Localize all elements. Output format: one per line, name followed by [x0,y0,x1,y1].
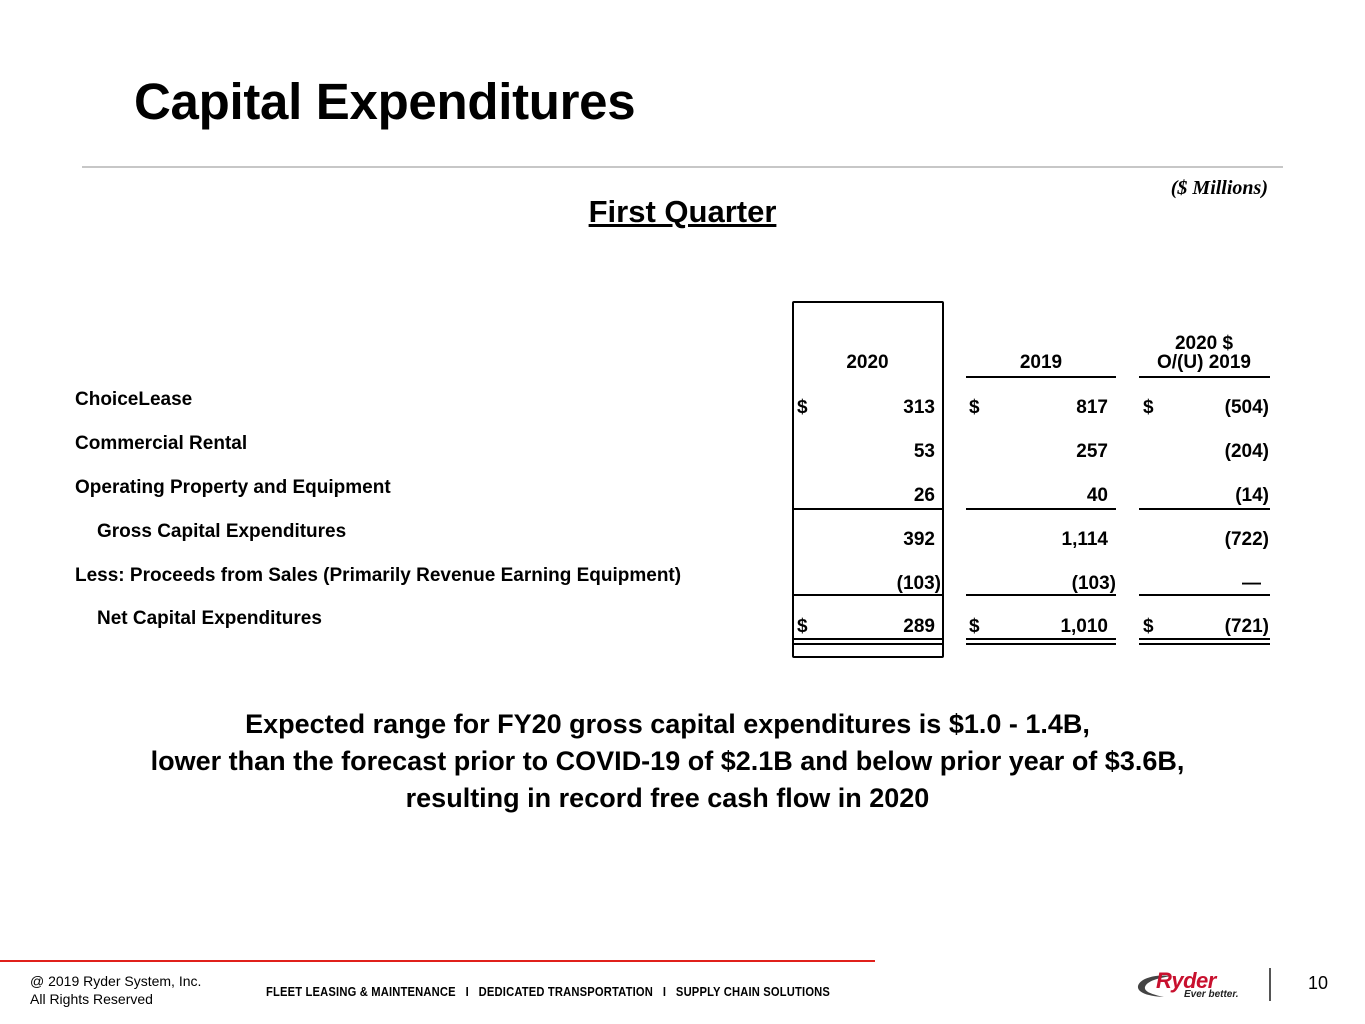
value-2019: 817 [1076,397,1108,418]
value-diff: (504) [1224,397,1269,418]
value-2020: 26 [913,485,935,506]
currency-symbol: $ [1143,397,1154,418]
key-message-line: resulting in record free cash flow in 2020 [405,783,930,813]
value-2019: 40 [1086,485,1108,506]
currency-symbol: $ [797,616,808,637]
value-2020: 289 [903,616,935,637]
value-2020: 392 [903,529,935,550]
value-2019: 1,010 [1060,616,1108,637]
value-diff: (722) [1224,529,1269,550]
total-double-rule-2019 [966,638,1116,645]
value-2020: (103) [896,573,941,594]
header-underline-diff [1139,376,1270,378]
subtotal-rule-2020 [794,508,942,510]
currency-symbol: $ [1143,616,1154,637]
ryder-logo [1134,970,1246,1004]
total-double-rule-2020 [794,638,942,645]
value-2019: 1,114 [1061,529,1108,550]
row-label-operating-property: Operating Property and Equipment [75,477,391,498]
copyright-line: All Rights Reserved [30,991,153,1007]
page-number: 10 [1308,973,1329,993]
col-header-diff-line1: 2020 $ [1174,333,1234,354]
value-2019: 257 [1076,441,1108,462]
key-message-line: Expected range for FY20 gross capital expenditures is $1.0 - 1.4B, [245,709,1090,739]
currency-symbol: $ [969,397,980,418]
currency-symbol: $ [969,616,980,637]
value-2020: 53 [913,441,935,462]
col-header-diff-line2: O/(U) 2019 [1157,352,1251,373]
section-subtitle: First Quarter [588,194,777,229]
col-header-2020: 2020 [846,352,889,373]
logo-slogan: Ever better. [1184,989,1239,1000]
slide-title: Capital Expenditures [134,73,636,130]
copyright [30,972,201,1008]
currency-symbol: $ [797,397,808,418]
row-label-commercial-rental: Commercial Rental [75,433,248,454]
header-underline-2019 [966,376,1116,378]
subtotal-rule-diff [1139,508,1270,510]
net-rule-2020 [794,594,942,596]
units-note: ($ Millions) [1170,177,1268,199]
value-diff: (721) [1224,616,1269,637]
net-rule-2019 [966,594,1116,596]
row-label-proceeds: Less: Proceeds from Sales (Primarily Revenue Earning Equipment) [75,565,682,586]
subtotal-rule-2019 [966,508,1116,510]
key-message-line: lower than the forecast prior to COVID-19 of $2.1B and below prior year of $3.6B, [150,746,1185,776]
col-header-2019: 2019 [1019,352,1063,373]
value-diff: — [1242,573,1261,594]
footer-accent-rule [0,960,875,962]
row-label-net-capex: Net Capital Expenditures [97,608,322,629]
row-label-gross-capex: Gross Capital Expenditures [97,521,347,542]
key-message [0,706,1335,817]
row-label-choicelease: ChoiceLease [75,389,193,410]
net-rule-diff [1139,594,1270,596]
value-2020: 313 [903,397,935,418]
value-diff: (204) [1224,441,1269,462]
footer-divider [1269,968,1271,1001]
total-double-rule-diff [1139,638,1270,645]
business-lines-tagline: FLEET LEASING & MAINTENANCE I DEDICATED TRANSPORTATION I SUPPLY CHAIN SOLUTIONS [266,984,831,999]
copyright-line: @ 2019 Ryder System, Inc. [30,973,202,989]
logo-wordmark: Ryder [1156,968,1216,993]
value-diff: (14) [1235,485,1269,506]
title-divider [82,166,1283,168]
value-2019: (103) [1071,573,1116,594]
